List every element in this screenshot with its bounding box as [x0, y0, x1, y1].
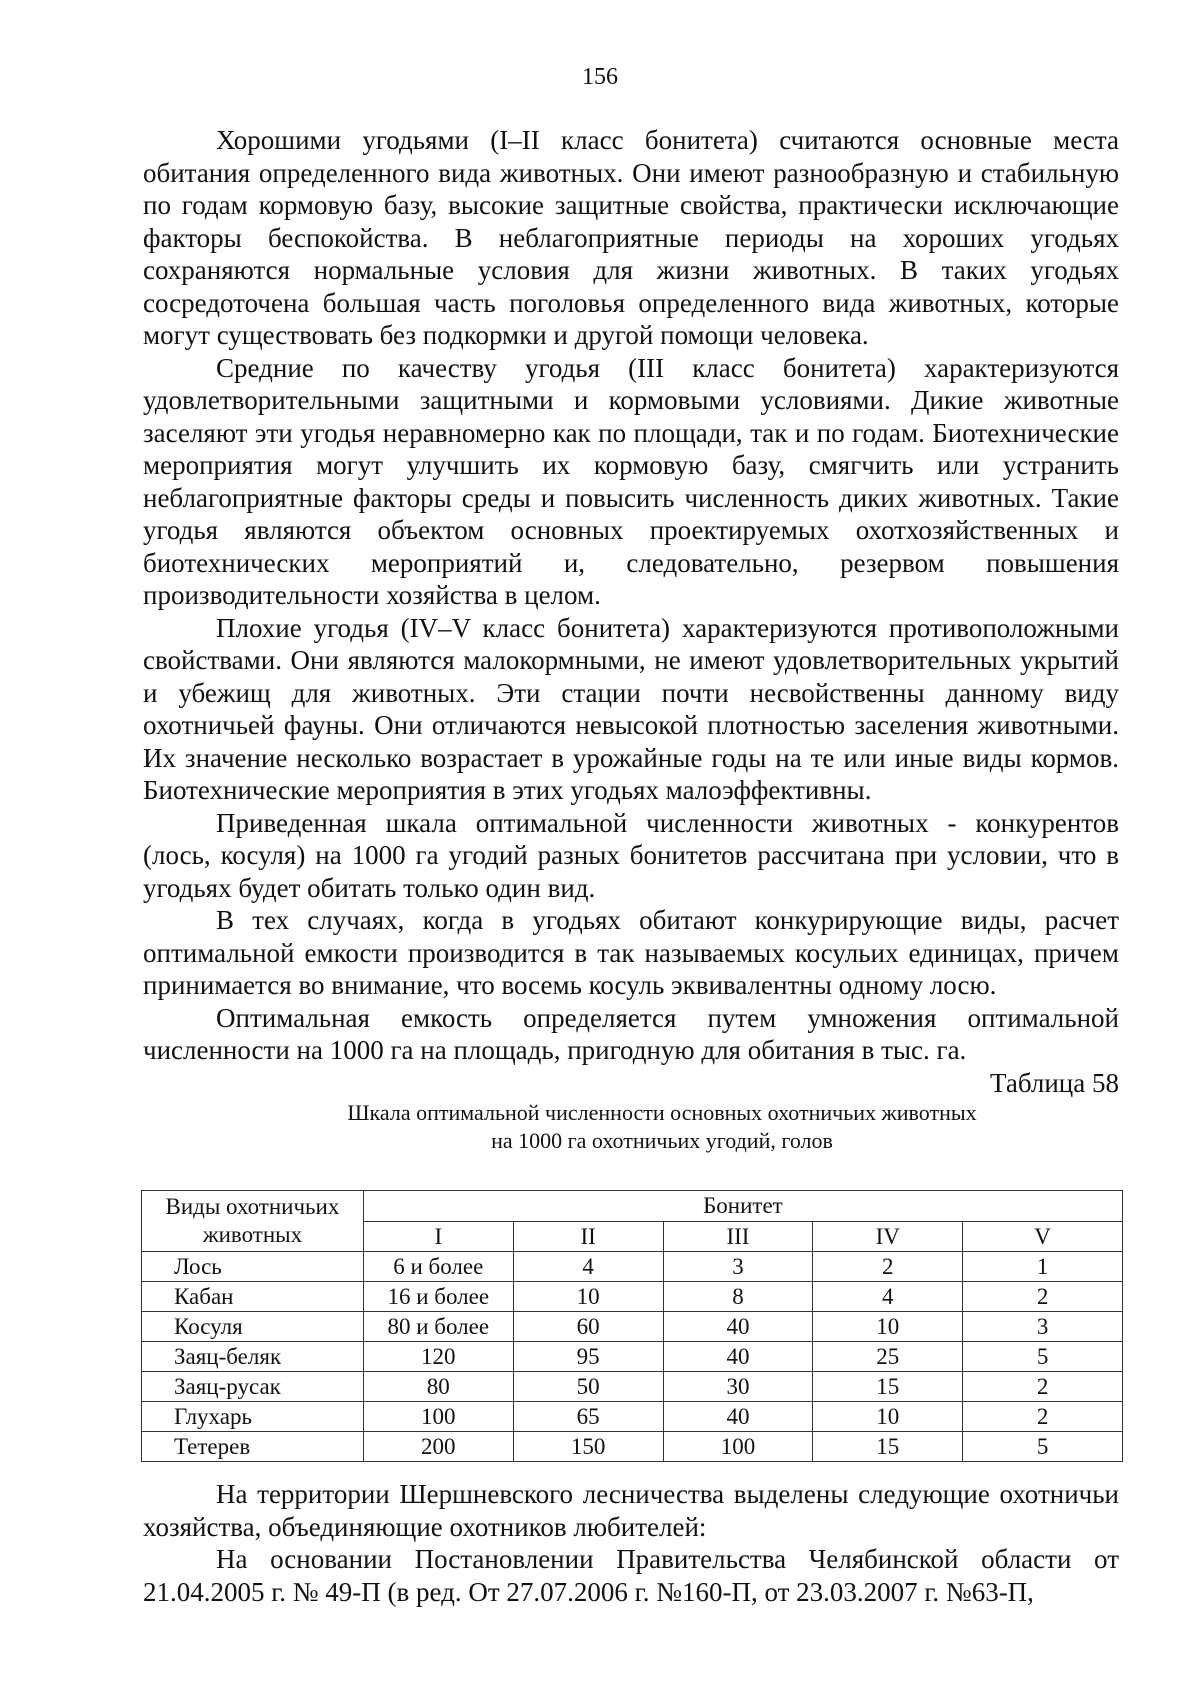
table-cell: 10 — [813, 1312, 963, 1342]
species-name: Заяц-русак — [142, 1372, 364, 1402]
paragraph-optimal-capacity: Оптимальная емкость определяется путем умножения оптимальной численности на 1000 га на площадь, пригодную для обитания в тыс. га. — [143, 1002, 1119, 1065]
table-row — [142, 1252, 1123, 1282]
table-cell: 95 — [513, 1342, 663, 1372]
bonitet-table — [141, 1190, 1123, 1462]
paragraph-good-lands: Хорошими угодьями (I–II класс бонитета) считаются основные места обитания определенного вида животных. Они имеют разнообразную и стабильную по годам кормовую базу, высокие защитные свойства, практически исключающие факторы беспокойства. В неблагоприятные периоды на хороших угодьях сохраняются нормальные условия для жизни животных. В таких угодьях сосредоточена большая часть поголовья определенного вида животных, которые могут существовать без подкормки и другой помощи человека. — [143, 125, 1119, 350]
table-cell: 15 — [813, 1432, 963, 1462]
species-name: Кабан — [142, 1282, 364, 1312]
species-name: Глухарь — [142, 1402, 364, 1432]
table-row — [142, 1372, 1123, 1402]
table-cell: 100 — [363, 1402, 513, 1432]
class-header: I — [363, 1221, 513, 1252]
table-row — [142, 1282, 1123, 1312]
table-cell: 100 — [663, 1432, 813, 1462]
species-name: Косуля — [142, 1312, 364, 1342]
table-cell: 5 — [963, 1432, 1123, 1462]
page-number: 156 — [582, 64, 618, 90]
table-row — [142, 1402, 1123, 1432]
table-cell: 2 — [963, 1372, 1123, 1402]
paragraph-competing-species: В тех случаях, когда в угодьях обитают конкурирующие виды, расчет оптимальной емкости производится в так называемых косульих единицах, причем принимается во внимание, что восемь косуль эквивалентны одному лосю. — [143, 905, 1119, 1000]
table-cell: 80 — [363, 1372, 513, 1402]
table-cell: 6 и более — [363, 1252, 513, 1282]
table-cell: 120 — [363, 1342, 513, 1372]
table-cell: 2 — [963, 1402, 1123, 1432]
table-row — [142, 1312, 1123, 1342]
table-cell: 50 — [513, 1372, 663, 1402]
table-cell: 10 — [513, 1282, 663, 1312]
species-name: Тетерев — [142, 1432, 364, 1462]
bonitet-header: Бонитет — [363, 1191, 1122, 1222]
table-cell: 4 — [513, 1252, 663, 1282]
paragraph-hunting-farms: На территории Шершневского лесничества выделены следующие охотничьи хозяйства, объединяющие охотников любителей: — [143, 1479, 1119, 1542]
table-cell: 15 — [813, 1372, 963, 1402]
species-header-line-2: животных — [202, 1222, 303, 1247]
paragraph-resolution: На основании Постановлении Правительства Челябинской области от 21.04.2005 г. № 49-П (в ред. От 27.07.2006 г. №160-П, от 23.03.2007 г. №63-П, — [143, 1544, 1119, 1607]
paragraph-scale-note: Приведенная шкала оптимальной численности животных - конкурентов (лось, косуля) на 1000 га угодий разных бонитетов рассчитана при условии, что в угодьях будет обитать только один вид. — [143, 807, 1119, 903]
table-cell: 8 — [663, 1282, 813, 1312]
table-cell: 150 — [513, 1432, 663, 1462]
table-cell: 3 — [963, 1312, 1123, 1342]
table-cell: 25 — [813, 1342, 963, 1372]
table-row — [142, 1342, 1123, 1372]
species-name: Лось — [142, 1252, 364, 1282]
table-cell: 16 и более — [363, 1282, 513, 1312]
table-cell: 80 и более — [363, 1312, 513, 1342]
body-text — [143, 124, 1119, 1155]
table-label: Таблица 58 — [990, 1067, 1119, 1098]
table-row — [142, 1432, 1123, 1462]
table-caption-line-1: Шкала оптимальной численности основных охотничьих животных — [347, 1099, 977, 1125]
table-cell: 2 — [963, 1282, 1123, 1312]
table-cell: 40 — [663, 1312, 813, 1342]
paragraph-poor-lands: Плохие угодья (IV–V класс бонитета) характеризуются противоположными свойствами. Они являются малокормными, не имеют удовлетворительных укрытий и убежищ для животных. Эти стации почти несвойственны данному виду охотничьей фауны. Они отличаются невысокой плотностью заселения животными. Их значение несколько возрастает в урожайные годы на те или иные виды кормов. Биотехнические мероприятия в этих угодьях малоэффективны. — [143, 612, 1119, 805]
class-header: II — [513, 1221, 663, 1252]
table-cell: 2 — [813, 1252, 963, 1282]
species-name: Заяц-беляк — [142, 1342, 364, 1372]
table-cell: 10 — [813, 1402, 963, 1432]
class-header: IV — [813, 1221, 963, 1252]
class-header: V — [963, 1221, 1123, 1252]
table-cell: 60 — [513, 1312, 663, 1342]
table-cell: 200 — [363, 1432, 513, 1462]
table-cell: 4 — [813, 1282, 963, 1312]
species-header-line-1: Виды охотничьих — [165, 1194, 340, 1219]
table-cell: 5 — [963, 1342, 1123, 1372]
table-caption-line-2: на 1000 га охотничьих угодий, голов — [491, 1127, 833, 1153]
paragraph-medium-lands: Средние по качеству угодья (III класс бонитета) характеризуются удовлетворительными защитными и кормовыми условиями. Дикие животные заселяют эти угодья неравномерно как по площади, так и по годам. Биотехнические мероприятия могут улучшить их кормовую базу, смягчить или устранить неблагоприятные факторы среды и повысить численность диких животных. Такие угодья являются объектом основных проектируемых охотхозяйственных и биотехнических мероприятий и, следовательно, резервом повышения производительности хозяйства в целом. — [143, 352, 1119, 610]
table-cell: 40 — [663, 1342, 813, 1372]
table-cell: 65 — [513, 1402, 663, 1432]
class-header: III — [663, 1221, 813, 1252]
table-cell: 1 — [963, 1252, 1123, 1282]
table-cell: 40 — [663, 1402, 813, 1432]
table-cell: 30 — [663, 1372, 813, 1402]
table-header-row — [142, 1191, 1123, 1222]
table-cell: 3 — [663, 1252, 813, 1282]
species-header — [142, 1191, 364, 1252]
lower-text — [143, 1478, 1119, 1608]
